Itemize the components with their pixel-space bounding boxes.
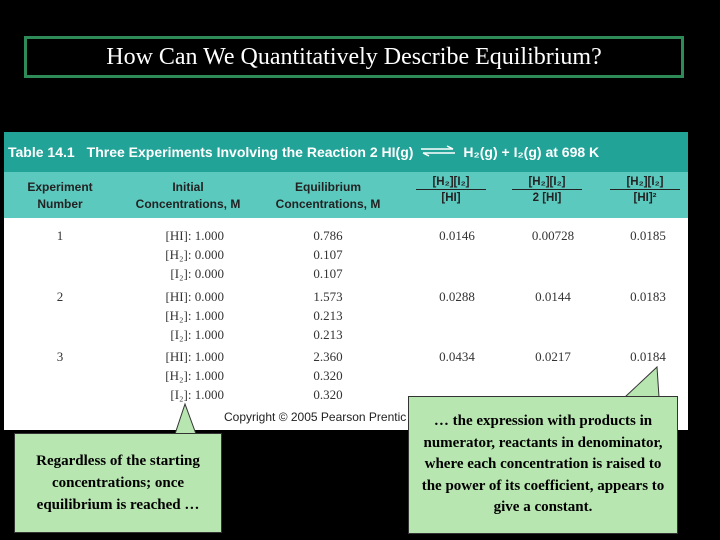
table-label: Table 14.1 bbox=[8, 144, 75, 160]
header-ratio-1: $\frac{\text{[H₂][I₂]}}{[HI]}$ bbox=[416, 176, 486, 204]
header-initial: Initial Concentrations, M bbox=[135, 180, 241, 211]
ratio-1-value: 0.0146 bbox=[439, 228, 475, 243]
header-experiment: Experiment Number bbox=[27, 180, 93, 211]
initial-i2: [I₂]: 1.000 bbox=[170, 387, 224, 402]
initial-i2: [I₂]: 1.000 bbox=[170, 327, 224, 342]
initial-hi: [HI]: 1.000 bbox=[165, 349, 224, 364]
table-title-bar bbox=[4, 132, 688, 172]
experiment-number: 1 bbox=[56, 228, 64, 243]
initial-i2: [I₂]: 0.000 bbox=[170, 266, 224, 281]
slide-title-box bbox=[24, 36, 684, 78]
table-panel bbox=[4, 132, 688, 430]
ratio-3-value: 0.0183 bbox=[630, 289, 666, 304]
table-caption-prefix: Three Experiments Involving the Reaction 2 HI(g) bbox=[86, 144, 414, 160]
ratio-2-value: 0.0217 bbox=[535, 349, 571, 364]
ratio-2-value: 0.00728 bbox=[531, 228, 575, 243]
equilibrium-hi: 1.573 bbox=[313, 289, 343, 304]
header-ratio-2: $\frac{\text{[H₂][I₂]}}{2 [HI]}$ bbox=[512, 176, 582, 204]
equilibrium-i2: 0.320 bbox=[313, 387, 343, 402]
equilibrium-h2: 0.107 bbox=[313, 247, 343, 262]
equilibrium-hi: 2.360 bbox=[313, 349, 343, 364]
left-callout-text: Regardless of the starting concentrations; once equilibrium is reached … bbox=[36, 453, 200, 513]
initial-hi: [HI]: 0.000 bbox=[165, 289, 224, 304]
equilibrium-hi: 0.786 bbox=[313, 228, 343, 243]
experiment-number: 3 bbox=[56, 349, 64, 364]
ratio-1-value: 0.0434 bbox=[439, 349, 475, 364]
right-callout-text: … the expression with products in numerator, reactants in denominator, where each concentration is raised to the power of its coefficient, appears to give a constant. bbox=[421, 413, 665, 516]
ratio-1-value: 0.0288 bbox=[439, 289, 475, 304]
header-equilibrium: Equilibrium Concentrations, M bbox=[275, 180, 381, 211]
table-caption-suffix: H₂(g) + I₂(g) at 698 K bbox=[463, 144, 600, 160]
ratio-3-value: 0.0185 bbox=[630, 228, 666, 243]
experiment-number: 2 bbox=[56, 289, 64, 304]
initial-h2: [H₂]: 1.000 bbox=[165, 308, 224, 323]
equilibrium-arrow-icon bbox=[419, 145, 457, 157]
initial-h2: [H₂]: 1.000 bbox=[165, 368, 224, 383]
left-callout bbox=[14, 433, 222, 533]
header-ratio-3: $\frac{\text{[H₂][I₂]}}{\text{[HI]²}}$ bbox=[610, 176, 680, 204]
equilibrium-i2: 0.213 bbox=[313, 327, 343, 342]
equilibrium-i2: 0.107 bbox=[313, 266, 343, 281]
initial-h2: [H₂]: 0.000 bbox=[165, 247, 224, 262]
right-callout bbox=[408, 396, 678, 534]
ratio-3-value: 0.0184 bbox=[630, 349, 666, 364]
equilibrium-h2: 0.320 bbox=[313, 368, 343, 383]
initial-hi: [HI]: 1.000 bbox=[165, 228, 224, 243]
copyright-notice: Copyright © 2005 Pearson Prentic bbox=[224, 410, 407, 424]
ratio-2-value: 0.0144 bbox=[535, 289, 571, 304]
column-header-row bbox=[4, 172, 688, 218]
slide-title: How Can We Quantitatively Describe Equilibrium? bbox=[106, 43, 602, 70]
equilibrium-h2: 0.213 bbox=[313, 308, 343, 323]
